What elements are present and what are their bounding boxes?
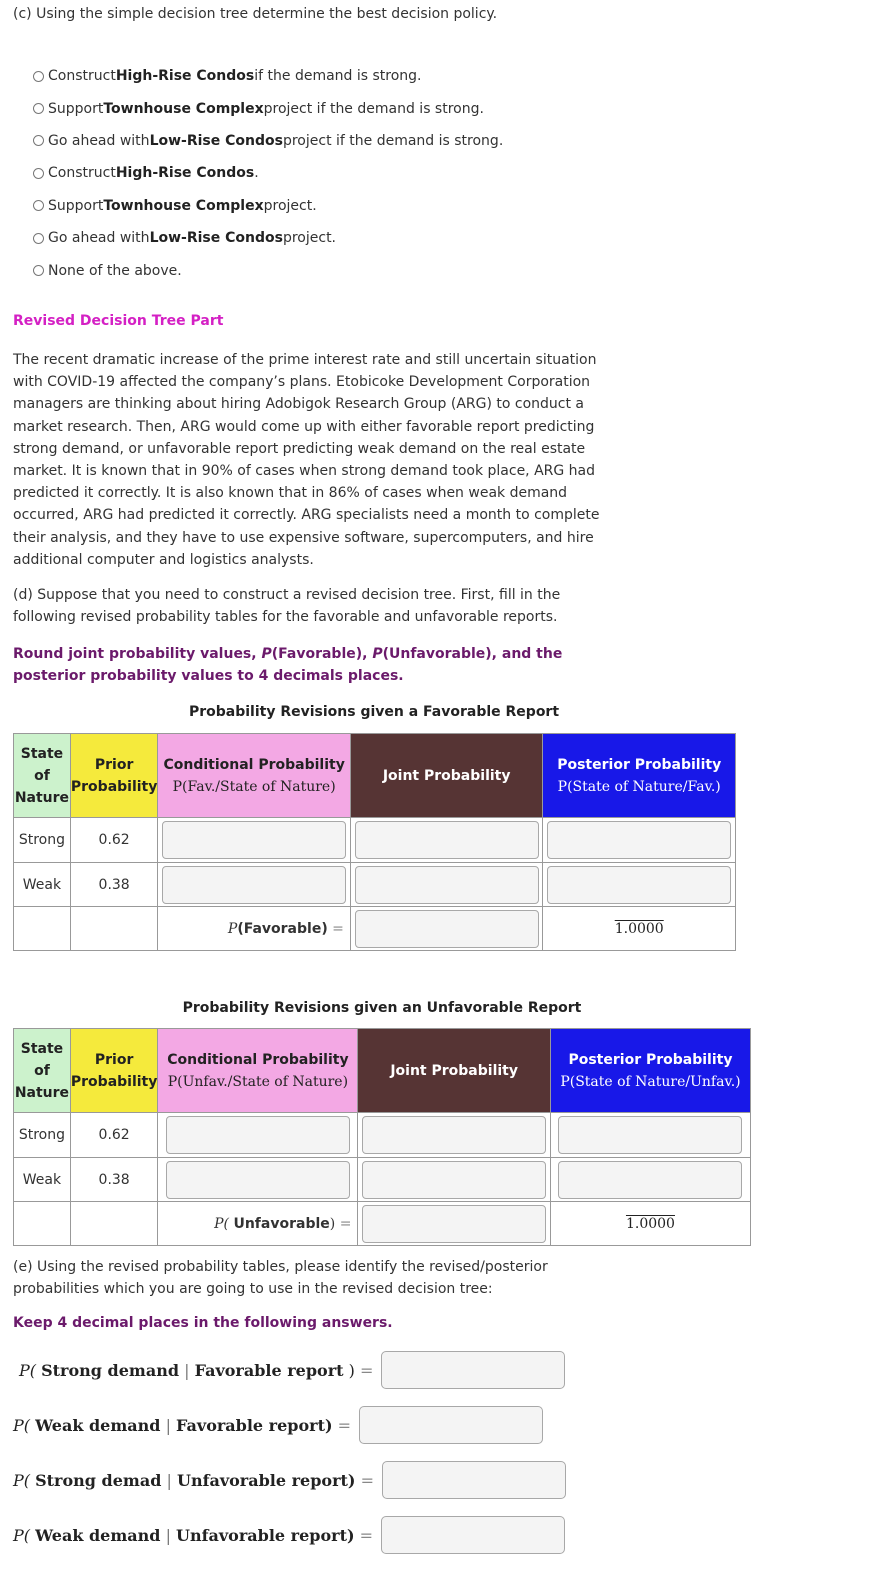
- answer-strong-unfav-input[interactable]: [382, 1461, 566, 1499]
- answer-strong-fav-input[interactable]: [381, 1351, 565, 1389]
- unfav-state-weak: Weak: [14, 1158, 71, 1202]
- option-c-4[interactable]: Construct High-Rise Condos .: [33, 157, 503, 189]
- option-c-1[interactable]: Construct High-Rise Condos if the demand is strong.: [33, 60, 503, 92]
- fav-h-joint: Joint Probability: [350, 734, 543, 818]
- scenario-paragraph: The recent dramatic increase of the prime interest rate and still uncertain situation with COVID-19 affected the company’s plans. Etobicoke Development Corporation managers are thinking about hiring Adobigok Research Group (ARG) to conduct a market research. Then, ARG would come up with either favorable report predicting strong demand, or unfavorable report predicting weak demand on the real estate market. It is known that in 90% of cases when strong demand took place, ARG had predicted it correctly. It is also known that in 86% of cases when weak demand occurred, ARG had predicted it correctly. ARG specialists need a month to complete their analysis, and they have to use expensive software, supercomputers, and hire additional computer and logistics analysts.: [13, 352, 600, 568]
- answer-weak-fav-input[interactable]: [359, 1406, 543, 1444]
- fav-total-post: 1.0000: [614, 920, 664, 937]
- fav-header-row: [14, 734, 736, 818]
- unfav-total-label: P( Unfavorable) =: [158, 1202, 358, 1246]
- unfav-post-strong-input[interactable]: [558, 1116, 742, 1154]
- unfav-row-strong: [14, 1113, 751, 1158]
- unfav-table: [13, 1028, 751, 1246]
- question-d: (d) Suppose that you need to construct a revised decision tree. First, fill in the following revised probability tables for the favorable and unfavorable reports.: [13, 587, 561, 626]
- unfav-joint-weak-input[interactable]: [362, 1161, 546, 1199]
- radio-icon[interactable]: [33, 265, 44, 276]
- keep-note: Keep 4 decimal places in the following answers.: [13, 1315, 393, 1331]
- fav-h-cond: Conditional Probability P(Fav./State of Nature): [158, 734, 351, 818]
- radio-icon[interactable]: [33, 103, 44, 114]
- fav-h-prior: Prior Probability: [70, 734, 157, 818]
- unfav-table-title: Probability Revisions given an Unfavorable Report: [182, 1000, 582, 1016]
- revised-heading: Revised Decision Tree Part: [13, 313, 224, 329]
- option-c-5[interactable]: Support Townhouse Complex project.: [33, 190, 503, 222]
- options-c-group: [33, 60, 503, 287]
- fav-post-strong-input[interactable]: [547, 821, 731, 859]
- unfav-h-state: State of Nature: [14, 1029, 71, 1113]
- unfav-h-cond: Conditional Probability P(Unfav./State of Nature): [158, 1029, 358, 1113]
- fav-row-weak: [14, 863, 736, 907]
- unfav-row-weak: [14, 1158, 751, 1202]
- fav-total-row: [14, 907, 736, 951]
- fav-state-strong: Strong: [14, 818, 71, 863]
- unfav-total-row: [14, 1202, 751, 1246]
- fav-table-title: Probability Revisions given a Favorable Report: [188, 704, 560, 720]
- unfav-total-post: 1.0000: [625, 1215, 675, 1232]
- fav-joint-strong-input[interactable]: [355, 821, 539, 859]
- radio-icon[interactable]: [33, 168, 44, 179]
- fav-joint-weak-input[interactable]: [355, 866, 539, 904]
- option-c-7[interactable]: None of the above.: [33, 254, 503, 286]
- fav-h-state: State of Nature: [14, 734, 71, 818]
- eq-weak-unfav: P( Weak demand | Unfavorable report) =: [13, 1516, 565, 1554]
- fav-cond-strong-input[interactable]: [162, 821, 346, 859]
- round-note: Round joint probability values, P(Favorable), P(Unfavorable), and the posterior probability values to 4 decimals places.: [13, 646, 563, 684]
- fav-post-weak-input[interactable]: [547, 866, 731, 904]
- fav-total-joint-input[interactable]: [355, 910, 539, 948]
- unfav-h-prior: Prior Probability: [70, 1029, 157, 1113]
- fav-row-strong: [14, 818, 736, 863]
- radio-icon[interactable]: [33, 233, 44, 244]
- option-c-2[interactable]: Support Townhouse Complex project if the demand is strong.: [33, 92, 503, 124]
- unfav-h-post: Posterior Probability P(State of Nature/Unfav.): [550, 1029, 750, 1113]
- unfav-prior-weak: 0.38: [70, 1158, 157, 1202]
- unfav-post-weak-input[interactable]: [558, 1161, 742, 1199]
- unfav-state-strong: Strong: [14, 1113, 71, 1158]
- unfav-joint-strong-input[interactable]: [362, 1116, 546, 1154]
- radio-icon[interactable]: [33, 71, 44, 82]
- unfav-cond-strong-input[interactable]: [166, 1116, 350, 1154]
- question-e: (e) Using the revised probability tables, please identify the revised/posterior probabilities which you are going to use in the revised decision tree:: [13, 1259, 548, 1297]
- unfav-cond-weak-input[interactable]: [166, 1161, 350, 1199]
- eq-weak-fav: P( Weak demand | Favorable report) =: [13, 1406, 543, 1444]
- unfav-total-joint-input[interactable]: [362, 1205, 546, 1243]
- unfav-prior-strong: 0.62: [70, 1113, 157, 1158]
- eq-strong-fav: P( Strong demand | Favorable report ) =: [19, 1351, 565, 1389]
- question-c: (c) Using the simple decision tree determine the best decision policy.: [13, 6, 498, 22]
- radio-icon[interactable]: [33, 200, 44, 211]
- fav-h-post: Posterior Probability P(State of Nature/Fav.): [543, 734, 736, 818]
- option-c-3[interactable]: Go ahead with Low-Rise Condos project if the demand is strong.: [33, 125, 503, 157]
- fav-cond-weak-input[interactable]: [162, 866, 346, 904]
- option-c-6[interactable]: Go ahead with Low-Rise Condos project.: [33, 222, 503, 254]
- unfav-h-joint: Joint Probability: [358, 1029, 551, 1113]
- fav-prior-weak: 0.38: [70, 863, 157, 907]
- eq-strong-unfav: P( Strong demad | Unfavorable report) =: [13, 1461, 566, 1499]
- fav-state-weak: Weak: [14, 863, 71, 907]
- answer-weak-unfav-input[interactable]: [381, 1516, 565, 1554]
- fav-total-label: P(Favorable) =: [158, 907, 351, 951]
- radio-icon[interactable]: [33, 135, 44, 146]
- fav-table: [13, 733, 736, 951]
- unfav-header-row: [14, 1029, 751, 1113]
- fav-prior-strong: 0.62: [70, 818, 157, 863]
